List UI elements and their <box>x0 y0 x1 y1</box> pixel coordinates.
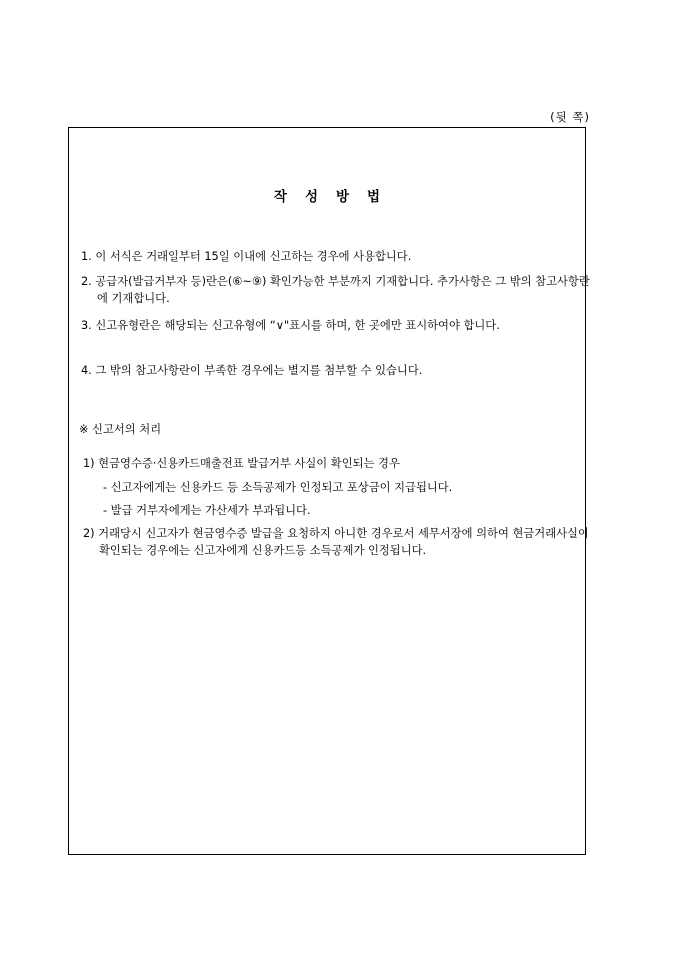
page-title: 작성방법 <box>273 189 399 205</box>
processing-note-1b: - 발급 거부자에게는 가산세가 부과됩니다. <box>103 504 311 517</box>
processing-note-title: ※ 신고서의 처리 <box>79 423 162 436</box>
instruction-item-2: 2. 공급자(발급거부자 등)란은(⑥~⑨) 확인가능한 부분까지 기재합니다. 추가사항은 그 밖의 참고사항란에 기재합니다. <box>81 275 590 305</box>
instruction-item-4: 4. 그 밖의 참고사항란이 부족한 경우에는 별지를 첨부할 수 있습니다. <box>81 364 423 377</box>
page-side-label: (뒷 쪽) <box>550 110 590 124</box>
instruction-item-1: 1. 이 서식은 거래일부터 15일 이내에 신고하는 경우에 사용합니다. <box>81 250 412 263</box>
instruction-item-3: 3. 신고유형란은 해당되는 신고유형에 “∨"표시를 하며, 한 곳에만 표시하여야 합니다. <box>81 319 500 332</box>
processing-note-1a: - 신고자에게는 신용카드 등 소득공제가 인정되고 포상금이 지급됩니다. <box>103 481 453 494</box>
processing-note-1: 1) 현금영수증·신용카드매출전표 발급거부 사실이 확인되는 경우 <box>83 457 400 470</box>
processing-note-2: 2) 거래당시 신고자가 현금영수증 발급을 요청하지 아니한 경우로서 세무서장에 의하여 현금거래사실이 확인되는 경우에는 신고자에게 신용카드등 소득공제가 인정됩니다. <box>83 527 589 557</box>
instructions-frame <box>68 127 590 855</box>
